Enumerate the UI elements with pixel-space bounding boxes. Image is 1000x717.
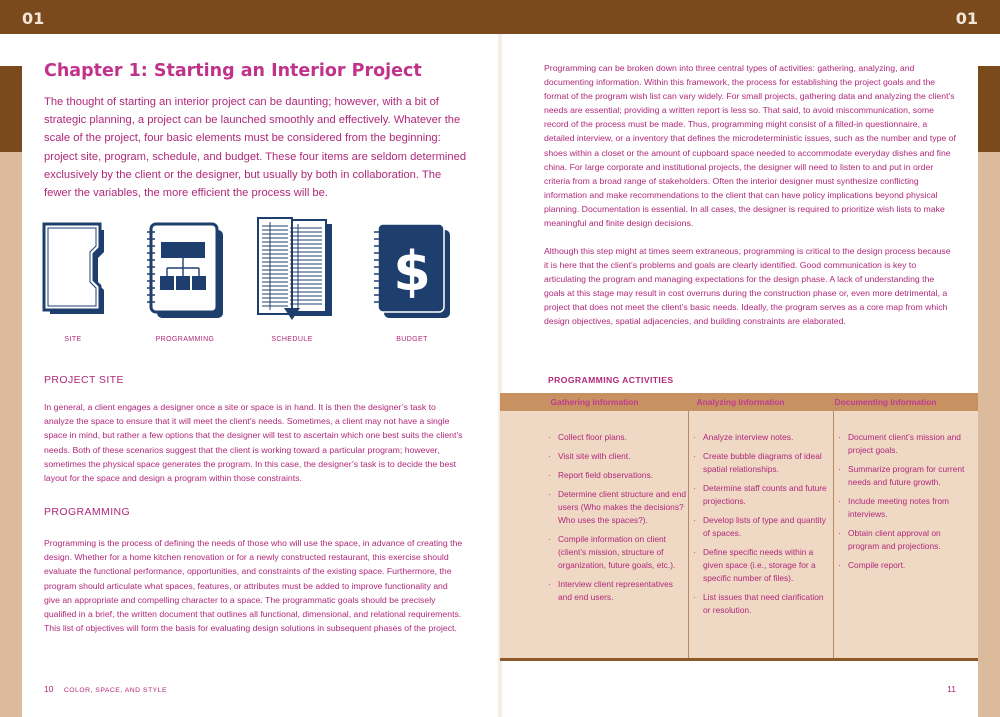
list-item: · Compile information on client (client’s mission, structure of organization, future goals, etc.). bbox=[548, 533, 688, 572]
schedule-pages-icon bbox=[256, 216, 336, 322]
top-bar bbox=[0, 0, 1000, 34]
svg-text:$: $ bbox=[393, 240, 431, 303]
list-item: · Report field observations. bbox=[548, 469, 688, 482]
list-item: · Develop lists of type and quantity of spaces. bbox=[693, 514, 830, 540]
list-item: · Determine client structure and end users (Who makes the decisions? Who uses the spaces?). bbox=[548, 488, 688, 527]
list-item: · Define specific needs within a given space (i.e., storage for a specific number of files). bbox=[693, 546, 830, 585]
chapter-title: Chapter 1: Starting an Interior Project bbox=[44, 61, 422, 81]
list-item: · Analyze interview notes. bbox=[693, 431, 830, 444]
analyzing-list bbox=[693, 431, 830, 623]
left-edge-tab-dark bbox=[0, 66, 22, 152]
left-edge-tab-light bbox=[0, 152, 22, 717]
list-item: · Compile report. bbox=[838, 559, 972, 572]
left-footer bbox=[44, 684, 167, 694]
programming-paragraph: Programming is the process of defining the needs of those who will use the space, in advance of creating the design. Whether for a home kitchen renovation or for a newly constructed restaurant, this exercise should evaluate the functional performance, opportunities, and constraints of the existing space. Furthermore, the program should articulate what spaces, features, or attributes must be added to improve functionality and give an appropriate and compelling character to a space. The programmatic goals should be precisely qualified in a brief, the written document that outlines all functional, dimensional, and relational requirements. This list of objectives will form the basis for evaluating design solutions in subsequent phases of the project. bbox=[44, 538, 463, 634]
chapter-number-left: 01 bbox=[22, 9, 45, 28]
icon-label-programming: PROGRAMMING bbox=[155, 336, 215, 343]
project-site-paragraph: In general, a client engages a designer once a site or space is in hand. It is then the designer’s task to analyze the space to ensure that it will meet the client’s needs. Sometimes, a client may not have a single space in mind, but rather a few options that the designer will test to ascertain which one best suits the client’s needs. Both of these scenarios suggest that the client is working toward a particular program; however, sometimes the physical space generates the program. In this case, the designer’s task is to decide the best layout for the space and design a program within those constraints. bbox=[44, 402, 463, 484]
table-bottom-rule bbox=[500, 658, 978, 661]
table-title: PROGRAMMING ACTIVITIES bbox=[548, 375, 674, 385]
list-item: · Summarize program for current needs and future growth. bbox=[838, 463, 972, 489]
list-item: · Obtain client approval on program and projections. bbox=[838, 527, 972, 553]
column-divider-2 bbox=[833, 411, 834, 659]
icon-label-site: SITE bbox=[64, 336, 82, 343]
list-item: · Document client’s mission and project goals. bbox=[838, 431, 972, 457]
list-item: · Visit site with client. bbox=[548, 450, 688, 463]
column-header-analyzing: Analyzing Information bbox=[696, 397, 785, 407]
list-item: · Interview client representatives and end users. bbox=[548, 578, 688, 604]
running-footer-title: COLOR, SPACE, AND STYLE bbox=[63, 687, 168, 694]
icon-label-schedule: SCHEDULE bbox=[271, 336, 313, 343]
programming-notebook-icon bbox=[145, 222, 229, 322]
gathering-list bbox=[548, 431, 688, 610]
right-paragraph-1: Programming can be broken down into three central types of activities: gathering, analyzing, and documenting information. Within this framework, the process for establishing the project goals and the format of the program wish list can vary widely. For small projects, gathering data and analyzing the client’s needs are essential; providing a written report is less so. That said, to avoid miscommunication, some record of the process must be made. Thus, programming might consist of a filled-in questionnaire, a detailed interview, or a inventory that defines the microdeterministic issues, such as the number and type of shoes within a closet or the amount of cupboard space needed to accommodate everyday dishes and fine china. For large corporate and institutional projects, the designer will need to listen to and put in order criteria from a broad range of stakeholders. Often the interior designer must synthesize conflicting information and make recommendations to the client that can have policy implications beyond physical planning. Documentation is essential. In all cases, the designer is required to prioritize wish lists to make meaningful and finite design decisions. bbox=[544, 63, 956, 229]
list-item: · List issues that need clarification or resolution. bbox=[693, 591, 830, 617]
page-number-right: 11 bbox=[947, 684, 956, 694]
page-number-left: 10 bbox=[44, 684, 54, 694]
documenting-list bbox=[838, 431, 972, 578]
right-edge-tab-light bbox=[978, 152, 1000, 717]
table-header-row bbox=[500, 393, 978, 411]
project-site-heading: PROJECT SITE bbox=[44, 374, 124, 386]
budget-dollar-icon bbox=[372, 222, 456, 322]
intro-paragraph: The thought of starting an interior project can be daunting; however, with a bit of strategic planning, a project can be launched smoothly and effectively. Whatever the scale of the project, four basic elements must be considered from the beginning: project site, program, schedule, and budget. These four items are seldom determined exclusively by the client or the designer, but usually by both in collaboration. The fewer the variables, the more efficient the process will be. bbox=[44, 96, 467, 200]
list-item: · Include meeting notes from interviews. bbox=[838, 495, 972, 521]
right-paragraph-2: Although this step might at times seem extraneous, programming is critical to the design process because it is here that the client’s problems and goals are clearly identified. Good communication is key to articulating the program and managing expectations for the design phase. A lack of understanding the goals at this stage may result in cost overruns during the construction phase or, even more detrimental, a project that does not meet the client’s basic needs. Ideally, the program serves as a core map from which design objectives, spatial adjacencies, and building constraints are elaborated. bbox=[544, 246, 951, 327]
column-divider-1 bbox=[688, 411, 689, 659]
programming-activities-table bbox=[500, 393, 978, 661]
right-edge-tab-dark bbox=[978, 66, 1000, 152]
list-item: · Collect floor plans. bbox=[548, 431, 688, 444]
icon-label-budget: BUDGET bbox=[396, 336, 428, 343]
column-header-documenting: Documenting Information bbox=[834, 397, 937, 407]
list-item: · Create bubble diagrams of ideal spatial relationships. bbox=[693, 450, 830, 476]
column-header-gathering: Gathering Information bbox=[550, 397, 639, 407]
chapter-number-right: 01 bbox=[955, 9, 978, 28]
site-folder-icon bbox=[42, 222, 116, 322]
list-item: · Determine staff counts and future projections. bbox=[693, 482, 830, 508]
programming-heading: PROGRAMMING bbox=[44, 506, 131, 518]
